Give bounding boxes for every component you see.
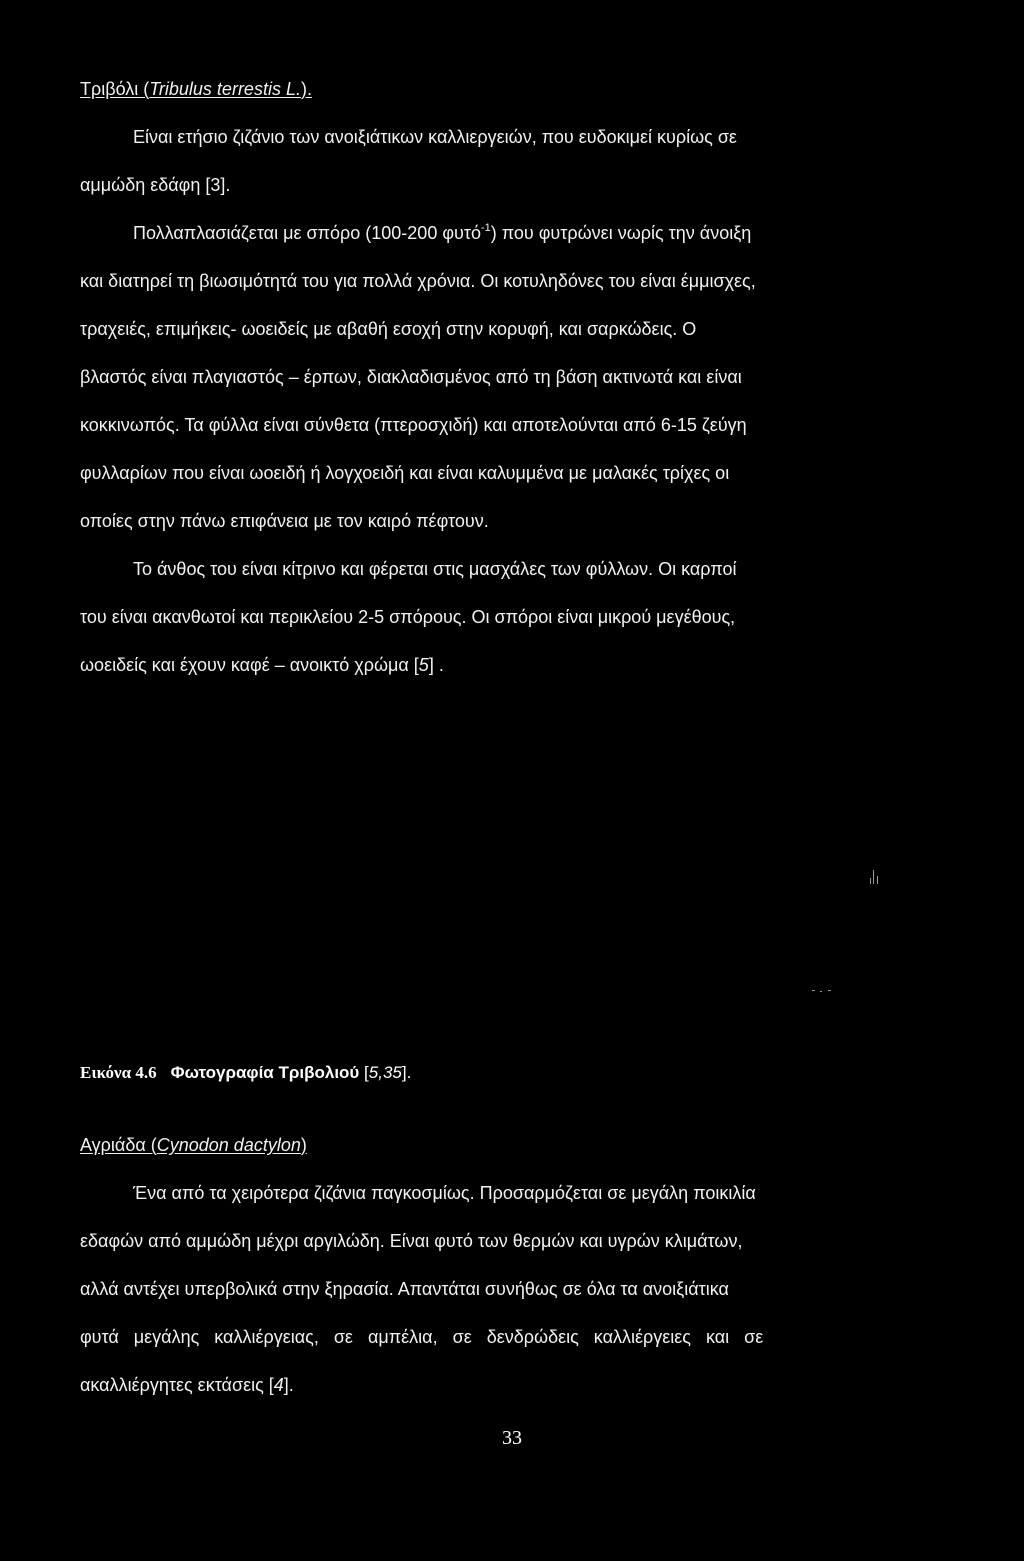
- superscript: -1: [480, 222, 491, 234]
- paragraph-line: Ένα από τα χειρότερα ζιζάνια παγκοσμίως. Προσαρμόζεται σε μεγάλη ποικιλία: [133, 1183, 756, 1203]
- section-heading-cynodon: Αγριάδα (Cynodon dactylon): [80, 1135, 307, 1155]
- paragraph-line: Είναι ετήσιο ζιζάνιο των ανοιξιάτικων καλλιεργειών, που ευδοκιμεί κυρίως σε: [133, 127, 737, 147]
- figure-reference: 5,35: [368, 1063, 402, 1082]
- photo-speck: [873, 870, 874, 884]
- paragraph-line: εδαφών από αμμώδη μέχρι αργιλώδη. Είναι φυτό των θερμών και υγρών κλιμάτων,: [80, 1231, 743, 1251]
- paragraph-line: και διατηρεί τη βιωσιμότητά του για πολλά χρόνια. Οι κοτυληδόνες του είναι έμμισχες,: [80, 271, 756, 291]
- paragraph-line: τραχειές, επιμήκεις- ωοειδείς με αβαθή εσοχή στην κορυφή, και σαρκώδεις. Ο: [80, 319, 697, 339]
- paragraph-line: κοκκινωπός. Τα φύλλα είναι σύνθετα (πτεροσχιδή) και αποτελούνται από 6-15 ζεύγη: [80, 415, 747, 435]
- photo-speck: [828, 990, 831, 991]
- paragraph-line: Το άνθος του είναι κίτρινο και φέρεται στις μασχάλες των φύλλων. Οι καρποί: [133, 559, 737, 579]
- paragraph-line: βλαστός είναι πλαγιαστός – έρπων, διακλαδισμένος από τη βάση ακτινωτά και είναι: [80, 367, 742, 387]
- paragraph-line: φυτά μεγάλης καλλιέργειας, σε αμπέλια, σε δενδρώδεις καλλιέργειες και σε: [80, 1327, 764, 1347]
- figure-caption: Εικόνα 4.6 Φωτογραφία Τριβολιού [5,35].: [80, 1063, 412, 1082]
- paragraph-line: αμμώδη εδάφη [3].: [80, 175, 231, 195]
- paragraph-line: ακαλλιέργητες εκτάσεις [4].: [80, 1375, 294, 1395]
- paragraph-line: φυλλαρίων που είναι ωοειδή ή λογχοειδή και είναι καλυμμένα με μαλακές τρίχες οι: [80, 463, 730, 483]
- photo-speck: [877, 876, 878, 884]
- figure-title: Φωτογραφία Τριβολιού: [170, 1063, 360, 1082]
- section-heading-tribulus: Τριβόλι (Tribulus terrestis L.).: [80, 79, 312, 99]
- photo-speck: [820, 991, 822, 992]
- paragraph-line: αλλά αντέχει υπερβολικά στην ξηρασία. Απαντάται συνήθως σε όλα τα ανοιξιάτικα: [80, 1279, 729, 1299]
- page-number: 33: [502, 1427, 522, 1449]
- paragraph-line: του είναι ακανθωτοί και περικλείου 2-5 σπόρους. Οι σπόροι είναι μικρού μεγέθους,: [80, 607, 736, 627]
- paragraph-line: Πολλαπλασιάζεται με σπόρο (100-200 φυτό$^{-1}$) που φυτρώνει νωρίς την άνοιξη: [133, 222, 752, 243]
- figure-photo: [80, 700, 880, 1000]
- figure-label: Εικόνα 4.6: [80, 1063, 157, 1082]
- photo-speck: [812, 990, 815, 991]
- photo-speck: [870, 878, 871, 884]
- paragraph-line: ωοειδείς και έχουν καφέ – ανοικτό χρώμα [5] .: [80, 655, 444, 675]
- paragraph-line: οποίες στην πάνω επιφάνεια με τον καιρό πέφτουν.: [80, 511, 489, 531]
